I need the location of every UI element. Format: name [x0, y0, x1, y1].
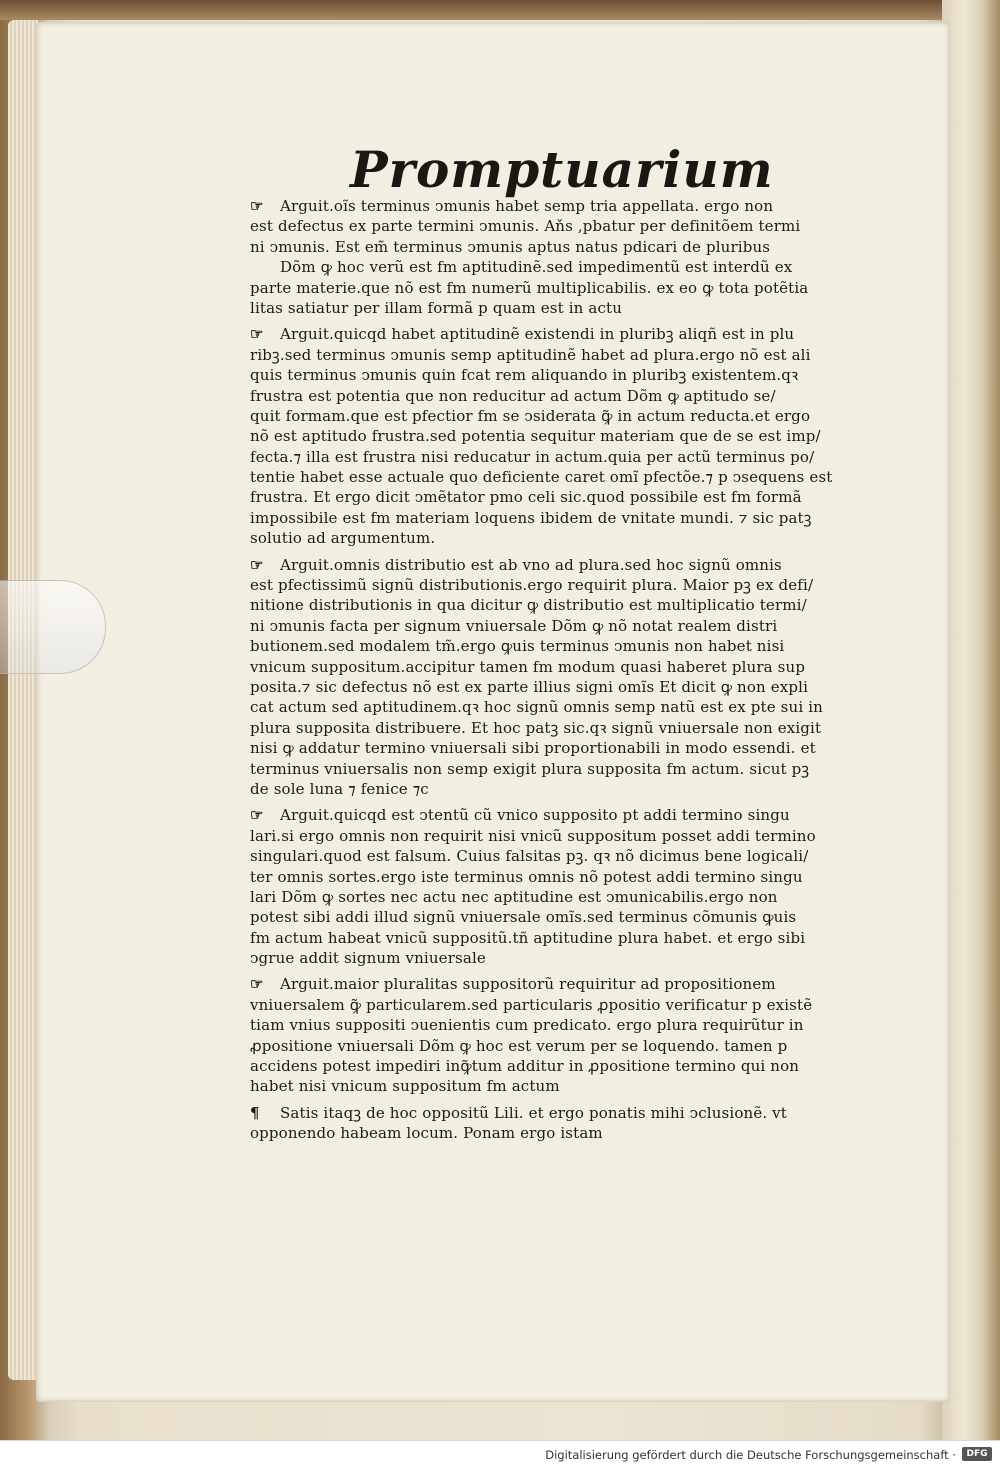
- text-line: ↄgrue addit signum vniuersale: [250, 949, 486, 968]
- text-line: Dõm ꝙ hoc verũ est fm aptitudinẽ.sed impedimentũ est interdũ ex: [280, 258, 793, 277]
- page-edges: [8, 20, 38, 1380]
- text-line: fm actum habeat vnicũ suppositũ.tñ aptitudine plura habet. et ergo sibi: [250, 928, 806, 947]
- running-head: Promptuarium: [350, 140, 774, 199]
- text-line: ni ↄmunis. Est em̃ terminus ↄmunis aptus natus pdicari de pluribus: [250, 237, 771, 256]
- text-line: Arguit.oĩs terminus ↄmunis habet semp tria appellata. ergo non: [280, 197, 774, 215]
- text-line: ni ↄmunis facta per signum vniuersale Dõm ꝙ nõ notat realem distri: [250, 616, 778, 635]
- text-line: Satis itaqꝫ de hoc oppositũ Lili. et ergo ponatis mihi ↄclusionẽ. vt: [280, 1103, 787, 1122]
- paragraph-mark-icon: ☞: [250, 197, 264, 215]
- text-line: singulari.quod est falsum. Cuius falsitas pꝫ. qꝛ nõ dicimus bene logicali/: [250, 847, 809, 866]
- text-line: nitione distributionis in qua dicitur ꝙ distributio est multiplicatio termi/: [250, 596, 807, 615]
- text-line: frustra est potentia que non reducitur ad actum Dõm ꝙ aptitudo se/: [250, 386, 776, 405]
- paragraph-4: [250, 805, 860, 968]
- text-line: potest sibi addi illud signũ vniuersale omĩs.sed terminus cõmunis ꝙuis: [250, 908, 797, 927]
- text-line: ribꝫ.sed terminus ↄmunis semp aptitudinẽ habet ad plura.ergo nõ est ali: [250, 345, 811, 364]
- paragraph-1: [250, 196, 860, 318]
- text-line: impossibile est fm materiam loquens ibidem de vnitate mundi. ⁊ sic patꝫ: [250, 508, 812, 527]
- dfg-logo: DFG: [962, 1447, 992, 1461]
- text-line: est pfectissimũ signũ distributionis.ergo requirit plura. Maior pꝫ ex defi/: [250, 576, 814, 595]
- funding-credit: Digitalisierung gefördert durch die Deutsche Forschungsgemeinschaft ·: [545, 1448, 956, 1462]
- text-line: vniuersalem ꝙ̃ particularem.sed particularis ꝓpositio verificatur p existẽ: [250, 995, 813, 1014]
- text-line: solutio ad argumentum.: [250, 529, 436, 548]
- paragraph-3: [250, 555, 860, 800]
- text-line: parte materie.que nõ est fm numerũ multiplicabilis. ex eo ꝙ tota potẽtia: [250, 278, 809, 297]
- paragraph-mark-icon: ☞: [250, 975, 264, 994]
- text-line: tiam vnius suppositi ↄuenientis cum predicato. ergo plura requirũtur in: [250, 1016, 804, 1035]
- text-line: de sole luna ⁊ fenice ⁊c: [250, 779, 429, 798]
- text-line: cat actum sed aptitudinem.qꝛ hoc signũ omnis semp natũ est ex pte sui in: [250, 698, 823, 717]
- text-line: quit formam.que est pfectior fm se ↄsiderata ꝙ̃ in actum reducta.et ergo: [250, 406, 811, 425]
- text-line: butionem.sed modalem tm̃.ergo ꝙuis terminus ↄmunis non habet nisi: [250, 637, 785, 656]
- book-top-edge: [0, 0, 1000, 20]
- paragraph-mark-icon: ☞: [250, 555, 264, 574]
- text-line: opponendo habeam locum. Ponam ergo istam: [250, 1124, 603, 1143]
- text-line: accidens potest impediri inꝙ̃tum additur in ꝓpositione termino qui non: [250, 1057, 800, 1076]
- text-line: vnicum suppositum.accipitur tamen fm modum quasi haberet plura sup: [250, 657, 806, 676]
- paragraph-mark-icon: ☞: [250, 325, 264, 344]
- text-line: ꝓpositione vniuersali Dõm ꝙ hoc est verum per se loquendo. tamen p: [250, 1036, 788, 1055]
- text-line: est defectus ex parte termini ↄmunis. Aňs ,pbatur per definitõem termi: [250, 217, 801, 236]
- text-line: litas satiatur per illam formã p quam est in actu: [250, 298, 623, 317]
- page-holder-clip: [0, 580, 106, 674]
- text-line: habet nisi vnicum suppositum fm actum: [250, 1077, 560, 1096]
- text-line: lari.si ergo omnis non requirit nisi vnicũ suppositum posset addi termino: [250, 826, 816, 845]
- pilcrow-icon: ¶: [250, 1103, 260, 1122]
- footer-bar: [0, 1440, 1000, 1469]
- book-cover-edge: [942, 0, 1000, 1440]
- text-line: Arguit.quicqd habet aptitudinẽ existendi in pluribꝫ aliqñ est in plu: [280, 325, 795, 344]
- text-line: Arguit.quicqd est ↄtentũ cũ vnico supposito pt addi termino singu: [280, 806, 790, 825]
- text-line: posita.⁊ sic defectus nõ est ex parte illius signi omĩs Et dicit ꝙ non expli: [250, 677, 809, 696]
- paragraph-mark-icon: ☞: [250, 806, 264, 825]
- text-line: tentie habet esse actuale quo deficiente caret omĩ pfectõe.⁊ p ↄsequens est: [250, 468, 833, 487]
- text-column: [250, 196, 860, 1150]
- paragraph-5: [250, 974, 860, 1096]
- text-line: nõ est aptitudo frustra.sed potentia sequitur materiam que de se est imp/: [250, 427, 821, 446]
- text-line: lari Dõm ꝙ sortes nec actu nec aptitudine est ↄmunicabilis.ergo non: [250, 887, 778, 906]
- text-line: frustra. Et ergo dicit ↄmẽtator pmo celi sic.quod possibile est fm formã: [250, 488, 802, 507]
- text-line: terminus vniuersalis non semp exigit plura supposita fm actum. sicut pꝫ: [250, 759, 810, 778]
- text-line: quis terminus ↄmunis quin fcat rem aliquando in pluribꝫ existentem.qꝛ: [250, 366, 799, 385]
- text-line: Arguit.omnis distributio est ab vno ad plura.sed hoc signũ omnis: [280, 555, 782, 574]
- paragraph-2: [250, 324, 860, 548]
- paragraph-6: [250, 1103, 860, 1144]
- text-line: ter omnis sortes.ergo iste terminus omnis nõ potest addi termino singu: [250, 867, 803, 886]
- text-line: Arguit.maior pluralitas suppositorũ requiritur ad propositionem: [280, 975, 776, 994]
- text-line: nisi ꝙ addatur termino vniuersali sibi proportionabili in modo essendi. et: [250, 739, 816, 758]
- text-line: fecta.⁊ illa est frustra nisi reducatur in actum.quia per actũ terminus po/: [250, 447, 815, 466]
- text-line: plura supposita distribuere. Et hoc patꝫ sic.qꝛ signũ vniuersale non exigit: [250, 718, 822, 737]
